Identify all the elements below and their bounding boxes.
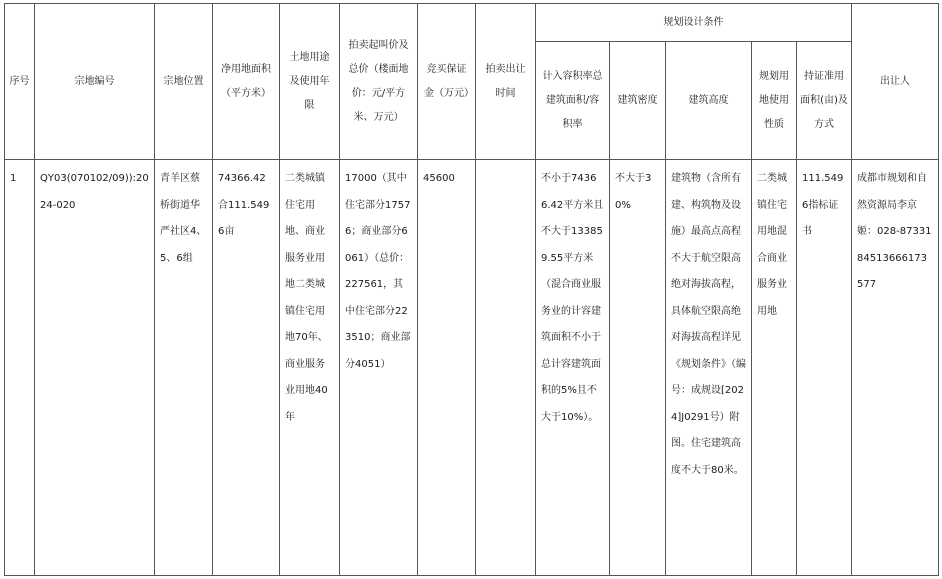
land-auction-table bbox=[4, 3, 939, 576]
header-auction-time: 拍卖出让时间 bbox=[476, 4, 536, 160]
header-planning-group: 规划设计条件 bbox=[536, 4, 852, 42]
header-seq: 序号 bbox=[5, 4, 35, 160]
header-location: 宗地位置 bbox=[155, 4, 213, 160]
table-body bbox=[5, 160, 939, 576]
header-grantor: 出让人 bbox=[852, 4, 939, 160]
header-start-price: 拍卖起叫价及总价（楼面地价：元/平方米、万元） bbox=[340, 4, 418, 160]
cell-planned-use: 二类城镇住宅用地混合商业服务业用地 bbox=[752, 160, 797, 576]
cell-auction-time bbox=[476, 160, 536, 576]
cell-license-area: 111.5496指标证书 bbox=[797, 160, 852, 576]
cell-deposit: 45600 bbox=[418, 160, 476, 576]
cell-location: 青羊区蔡桥街道华严社区4、5、6组 bbox=[155, 160, 213, 576]
cell-grantor: 成都市规划和自然资源局李京姬：028-8733184513666173577 bbox=[852, 160, 939, 576]
cell-far: 不小于74366.42平方米且不大于133859.55平方米（混合商业服务业的计容建筑面积不小于总计容建筑面积的5%且不大于10%）。 bbox=[536, 160, 610, 576]
header-density: 建筑密度 bbox=[610, 42, 666, 160]
cell-start-price: 17000（其中住宅部分17576；商业部分6061）（总价：227561，其中住宅部分223510；商业部分4051） bbox=[340, 160, 418, 576]
header-use-term: 土地用途及使用年限 bbox=[280, 4, 340, 160]
header-parcel-no: 宗地编号 bbox=[35, 4, 155, 160]
cell-density: 不大于30% bbox=[610, 160, 666, 576]
cell-net-area: 74366.42合111.5496亩 bbox=[213, 160, 280, 576]
header-license-area: 持证准用面积(亩)及方式 bbox=[797, 42, 852, 160]
header-net-area: 净用地面积（平方米） bbox=[213, 4, 280, 160]
cell-seq: 1 bbox=[5, 160, 35, 576]
cell-height: 建筑物（含所有建、构筑物及设施）最高点高程不大于航空限高绝对海拔高程，具体航空限高绝对海拔高程详见《规划条件》（编号：成规设[2024]J0291号）附图。住宅建筑高度不大于80米。 bbox=[666, 160, 752, 576]
table-header bbox=[5, 4, 939, 160]
header-far: 计入容积率总建筑面积/容积率 bbox=[536, 42, 610, 160]
header-planned-use: 规划用地使用性质 bbox=[752, 42, 797, 160]
table-row bbox=[5, 160, 939, 576]
cell-use-term: 二类城镇住宅用地、商业服务业用地二类城镇住宅用地70年、商业服务业用地40年 bbox=[280, 160, 340, 576]
header-deposit: 竞买保证金（万元） bbox=[418, 4, 476, 160]
header-height: 建筑高度 bbox=[666, 42, 752, 160]
cell-parcel-no: QY03(070102/09)):2024-020 bbox=[35, 160, 155, 576]
